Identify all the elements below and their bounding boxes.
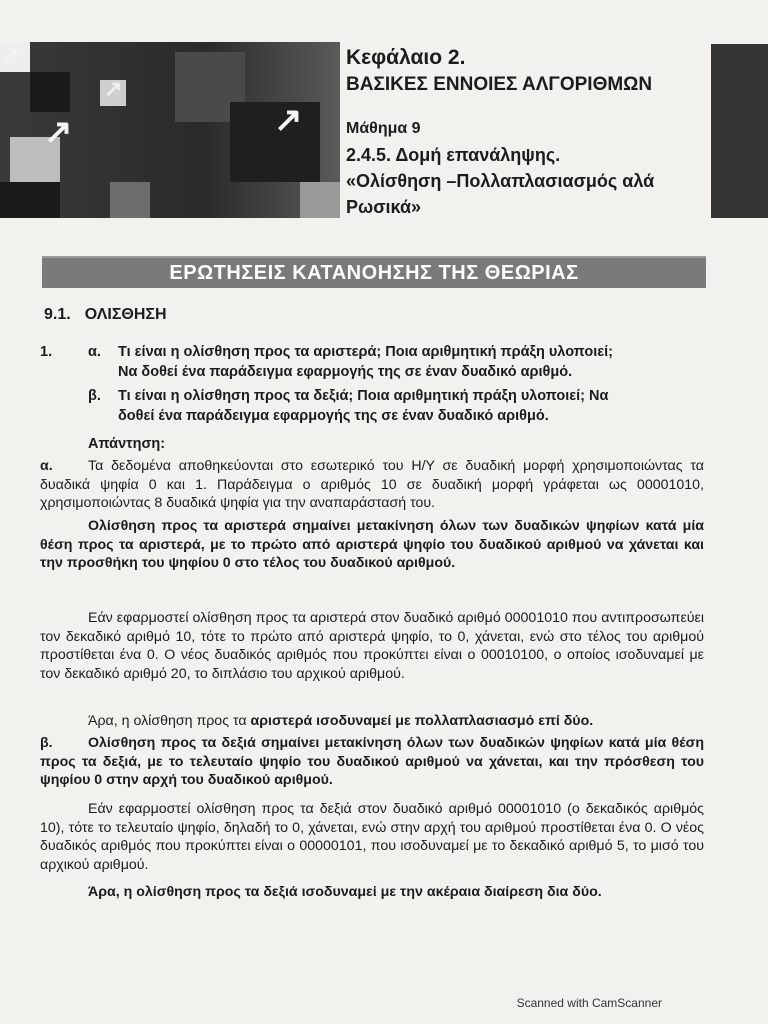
decorative-corner [711,44,768,218]
question-number: 1. [40,344,53,360]
answer-label: Απάντηση: [88,436,166,452]
page-header [346,44,706,220]
scanner-watermark: Scanned with CamScanner [516,996,662,1010]
decorative-banner [0,42,340,218]
answer-a-conclusion: Άρα, η ολίσθηση προς τα αριστερά ισοδυναμεί με πολλαπλασιασμό επί δύο. [88,713,594,729]
answer-a-definition: Ολίσθηση προς τα αριστερά σημαίνει μετακίνηση όλων των δυαδικών ψηφίων κατά μία θέση προς τα αριστερά, με το πρώτο από αριστερά ψηφίο του δυαδικού αριθμού να χάνεται και την προσθήκη του ψηφίου 0 στο τέλος του δυαδικού αριθμού. [40,518,704,571]
arrow-icon: ↗ [44,113,73,151]
question-a-label: α. [88,344,101,360]
arrow-icon: ↗ [104,76,123,101]
section-number: 9.1. [44,306,71,323]
section-title: ΟΛΙΣΘΗΣΗ [84,306,167,323]
question-a-text: Τι είναι η ολίσθηση προς τα αριστερά; Ποια αριθμητική πράξη υλοποιεί; Να δοθεί ένα παράδειγμα εφαρμογής της σε έναν δυαδικό αριθμό. [118,344,613,380]
arrow-icon: ↗ [274,101,303,139]
question-b-label: β. [88,388,101,404]
question-b-text: Τι είναι η ολίσθηση προς τα δεξιά; Ποια αριθμητική πράξη υλοποιεί; Να δοθεί ένα παράδειγμα εφαρμογής της σε έναν δυαδικό αριθμό. [118,388,609,424]
answer-b-conclusion: Άρα, η ολίσθηση προς τα δεξιά ισοδυναμεί με την ακέραια διαίρεση δια δύο. [88,884,602,900]
section-bar: ΕΡΩΤΗΣΕΙΣ ΚΑΤΑΝΟΗΣΗΣ ΤΗΣ ΘΕΩΡΙΑΣ [42,256,706,288]
answer-a-example: Εάν εφαρμοστεί ολίσθηση προς τα αριστερά στον δυαδικό αριθμό 00001010 που αντιπροσωπεύει τον δεκαδικό αριθμό 10, τότε το πρώτο από αριστερά ψηφίο, το 0, χάνεται, ενώ στο τέλος του αριθμού προστίθεται ένα 0. Ο νέος δυαδικός αριθμός που προκύπτει είναι ο 00010100, ο οποίος ισοδυναμεί με τον δεκαδικό αριθμό 20, το διπλάσιο του αρχικού αριθμού. [40,610,704,682]
answer-b-definition: β. Ολίσθηση προς τα δεξιά σημαίνει μετακίνηση όλων των δυαδικών ψηφίων κατά μία θέση προς τα δεξιά, με το τελευταίο ψηφίο του δυαδικού αριθμού να χάνεται, και την πρόσθεση του ψηφίου 0 στην αρχή του δυαδικού αριθμού. [40,735,704,788]
chapter-number: Κεφάλαιο 2. [346,46,466,69]
answer-a-intro: α. Τα δεδομένα αποθηκεύονται στο εσωτερικό του Η/Υ σε δυαδική μορφή χρησιμοποιώντας τα δυαδικά ψηφία 0 και 1. Παράδειγμα ο αριθμός 10 σε δυαδική μορφή γράφεται ως 00001010, χρησιμοποιώντας 8 δυαδικά ψηφία για την αναπαράστασή του. [40,458,704,511]
lesson-title: 2.4.5. Δομή επανάληψης. «Ολίσθηση –Πολλαπλασιασμός αλά Ρωσικά» [346,145,655,217]
section-heading [44,306,181,324]
arrow-icon: ↗ [2,44,19,66]
answer-b-example: Εάν εφαρμοστεί ολίσθηση προς τα δεξιά στον δυαδικό αριθμό 00001010 (ο δεκαδικός αριθμός 10), τότε το τελευταίο ψηφίο, δηλαδή το 0, χάνεται, ενώ στην αρχή του αριθμού προστίθεται ένα 0. Ο νέος δυαδικός αριθμός που προκύπτει είναι ο 00000101, που ισοδυναμεί με το δεκαδικό αριθμό 5, το μισό του αρχικού αριθμού. [40,801,704,873]
lesson-number: Μάθημα 9 [346,120,421,137]
chapter-title: ΒΑΣΙΚΕΣ ΕΝΝΟΙΕΣ ΑΛΓΟΡΙΘΜΩΝ [346,74,653,95]
